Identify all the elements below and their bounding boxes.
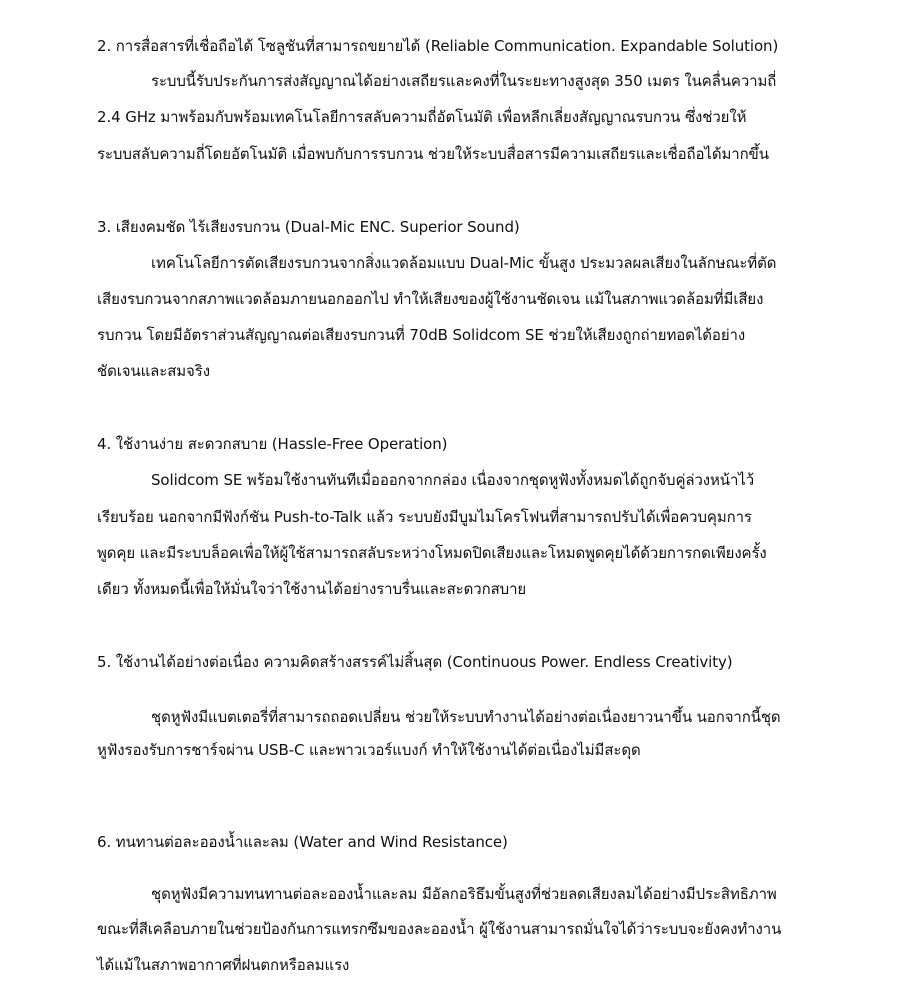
section-6-line-2: ขณะที่สีเคลือบภายในช่วยป้องกันการแทรกซึมของละอองน้ำ ผู้ใช้งานสามารถมั่นใจได้ว่าระบบจะยังคงทำงาน	[97, 920, 782, 938]
section-2-line-1: ระบบนี้รับประกันการส่งสัญญาณได้อย่างเสถียรและคงที่ในระยะทางสูงสุด 350 เมตร ในคลื่นความถี่	[151, 72, 777, 90]
section-3-line-1: เทคโนโลยีการตัดเสียงรบกวนจากสิ่งแวดล้อมแบบ Dual-Mic ขั้นสูง ประมวลผลเสียงในลักษณะที่ตัด	[151, 254, 777, 272]
section-6-line-1: ชุดหูฟังมีความทนทานต่อละอองน้ำและลม มีอัลกอริธึมขั้นสูงที่ช่วยลดเสียงลมได้อย่างมีประสิทธิภาพ	[151, 885, 777, 903]
section-3-line-3: รบกวน โดยมีอัตราส่วนสัญญาณต่อเสียงรบกวนที่ 70dB Solidcom SE ช่วยให้เสียงถูกถ่ายทอดได้อย่าง	[97, 326, 746, 344]
section-6-line-3: ได้แม้ในสภาพอากาศที่ฝนตกหรือลมแรง	[97, 956, 350, 974]
section-4-line-2: เรียบร้อย นอกจากมีฟังก์ชัน Push-to-Talk แล้ว ระบบยังมีบูมไมโครโฟนที่สามารถปรับได้เพื่อควบคุมการ	[97, 508, 752, 526]
section-5-line-2: หูฟังรองรับการชาร์จผ่าน USB-C และพาวเวอร์แบงก์ ทำให้ใช้งานได้ต่อเนื่องไม่มีสะดุด	[97, 741, 641, 759]
section-4-line-1: Solidcom SE พร้อมใช้งานทันทีเมื่อออกจากกล่อง เนื่องจากชุดหูฟังทั้งหมดได้ถูกจับคู่ล่วงหน้าไว้	[151, 471, 755, 489]
section-3-line-4: ชัดเจนและสมจริง	[97, 362, 210, 380]
section-2-line-2: 2.4 GHz มาพร้อมกับพร้อมเทคโนโลยีการสลับความถี่อัตโนมัติ เพื่อหลีกเลี่ยงสัญญาณรบกวน ซึ่งช่วยให้	[97, 108, 747, 126]
section-heading-3: 3. เสียงคมชัด ไร้เสียงรบกวน (Dual-Mic ENC. Superior Sound)	[97, 218, 520, 236]
section-4-line-3: พูดคุย และมีระบบล็อคเพื่อให้ผู้ใช้สามารถสลับระหว่างโหมดปิดเสียงและโหมดพูดคุยได้ด้วยการกดเพียงครั้ง	[97, 544, 767, 562]
section-heading-4: 4. ใช้งานง่าย สะดวกสบาย (Hassle-Free Operation)	[97, 435, 448, 453]
section-heading-2: 2. การสื่อสารที่เชื่อถือได้ โซลูชันที่สามารถขยายได้ (Reliable Communication. Expandable Solution)	[97, 37, 779, 55]
section-heading-5: 5. ใช้งานได้อย่างต่อเนื่อง ความคิดสร้างสรรค์ไม่สิ้นสุด (Continuous Power. Endless Creativity)	[97, 653, 733, 671]
section-heading-6: 6. ทนทานต่อละอองน้ำและลม (Water and Wind Resistance)	[97, 833, 508, 851]
section-3-line-2: เสียงรบกวนจากสภาพแวดล้อมภายนอกออกไป ทำให้เสียงของผู้ใช้งานชัดเจน แม้ในสภาพแวดล้อมที่มีเสียง	[97, 290, 764, 308]
section-2-line-3: ระบบสลับความถี่โดยอัตโนมัติ เมื่อพบกับการรบกวน ช่วยให้ระบบสื่อสารมีความเสถียรและเชื่อถือได้มากขึ้น	[97, 145, 769, 163]
section-4-line-4: เดียว ทั้งหมดนี้เพื่อให้มั่นใจว่าใช้งานได้อย่างราบรื่นและสะดวกสบาย	[97, 580, 527, 598]
section-5-line-1: ชุดหูฟังมีแบตเตอรี่ที่สามารถถอดเปลี่ยน ช่วยให้ระบบทำงานได้อย่างต่อเนื่องยาวนาขึ้น นอกจากนี้ชุด	[151, 708, 781, 726]
